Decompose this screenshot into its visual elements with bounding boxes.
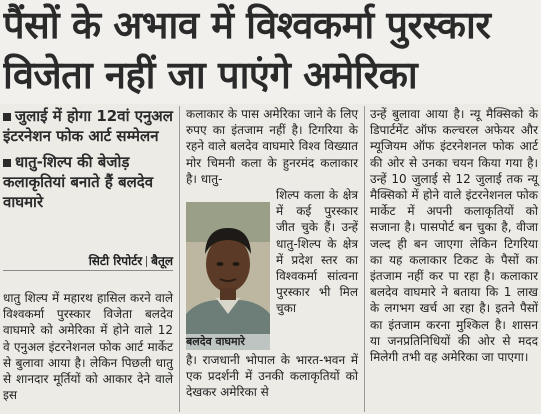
highlights-box [3,106,175,218]
headline-line-1: पैंसों के अभाव में विश्वकर्मा पुरस्कार [3,2,491,47]
photo-caption: बलदेव वाघमारे [186,334,270,350]
byline-city: बैतूल [151,254,173,268]
column-divider [179,106,180,412]
byline-separator [146,256,147,267]
headline-block [0,0,541,104]
article-paragraph: धातु शिल्प में महारथ हासिल करने वाले विश्वकर्मा पुरस्कार विजेता बलदेव वाघमारे को अमेरिका में होने वाले 12 वे एनुअल इंटरनेशनल फोक आर्ट मार्केट से बुलावा आया है। लेकिन पिछली धातु से शानदार मूर्तियों को आकार देने वाले इस [3,291,173,403]
portrait-image [186,202,270,350]
highlight-item [3,152,175,212]
bullet-square-icon [3,159,11,167]
article-paragraph: कलाकार के पास अमेरिका जाने के लिए रुपए का इंतजाम नहीं है। टिगरिया के रहने वाले बलदेव वाघमारे विश्व विख्यात मोर चिमनी कला के हुनरमंद कलाकार है। धातु- [186,107,358,186]
bullet-square-icon [3,113,11,121]
article-column-1 [3,290,173,403]
article-column-3 [370,106,538,365]
headline-line-2: विजेता नहीं जा पाएंगे अमेरिका [3,52,418,97]
article-column-2-bottom [186,352,358,401]
article-column-2-side [276,187,358,317]
reporter-photo [186,202,270,350]
article-paragraph: शिल्प कला के क्षेत्र में कई पुरस्कार जीत चुके हैं। उन्हें धातु-शिल्प के क्षेत्र में प्रदेश स्तर का विश्वकर्मा सांत्वना पुरस्कार भी मिल चुका [276,188,358,316]
highlight-text: जुलाई में होगा 12वां एनुअल इंटरनेशन फोक आर्ट सम्मेलन [3,107,173,145]
article-column-2-top [186,106,358,187]
highlight-item [3,106,175,146]
article-paragraph: है। राजधानी भोपाल के भारत-भवन में एक प्रदर्शनी में उनकी कलाकृतियों को देखकर अमेरिका से [186,353,358,400]
highlight-text: धातु-शिल्प की बेजोड़ कलाकृतियां बनाते हैं बलदेव वाघमारे [3,153,154,211]
column-divider [364,106,365,412]
byline [3,252,173,271]
article-paragraph: उन्हें बुलावा आया है। न्यू मैक्सिको के डिपार्टमेंट ऑफ कल्चरल अफेयर और म्यूजियम ऑफ इंटरनेशनल फोक आर्ट की ओर से उनका चयन किया गया है। उन्हें 10 जुलाई से 12 जुलाई तक न्यू मैक्सिको में होने वाले इंटरनेशनल फोक मार्केट में अपनी कलाकृतियों को सजाना है। पासपोर्ट बन चुका है, वीजा जल्द ही बन जाएगा लेकिन टिगरिया का यह कलाकार टिकट के पैसों का इंतजाम नहीं कर पा रहा है। कलाकार बलदेव वाघमारे ने बताया कि 1 लाख के लगभग खर्च आ रहा है। इतने पैसों का इंतजाम करना मुश्किल है। शासन या जनप्रतिनिधियों की ओर से मदद मिलेगी तभी वह अमेरिका जा पाएगा। [370,107,538,365]
byline-reporter: सिटी रिपोर्टर [88,254,143,268]
